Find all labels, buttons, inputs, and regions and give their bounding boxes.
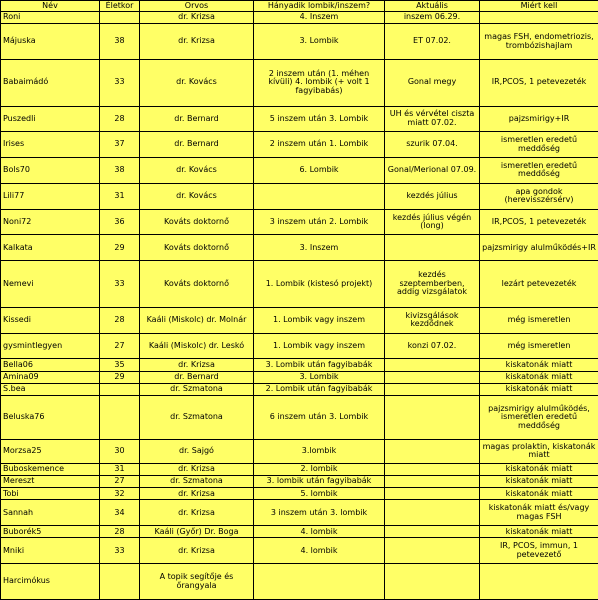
table-row <box>1 261 598 308</box>
name-cell: Nemevi <box>1 261 100 308</box>
reason-cell: apa gondok (herevisszérsérv) <box>480 183 598 209</box>
reason-cell: IR,PCOS, 1 petevezeték <box>480 209 598 235</box>
doctor-cell: dr. Krizsa <box>140 538 254 564</box>
name-cell: Roni <box>1 12 100 24</box>
current-status-cell <box>385 488 480 500</box>
reason-cell: ismeretlen eredetű meddőség <box>480 158 598 184</box>
attempt-cell <box>254 564 385 600</box>
column-header-nev: Név <box>1 1 100 12</box>
reason-cell: kiskatonák miatt <box>480 359 598 371</box>
name-cell: Bella06 <box>1 359 100 371</box>
age-cell: 35 <box>100 359 140 371</box>
current-status-cell: inszem 06.29. <box>385 12 480 24</box>
table-row <box>1 158 598 184</box>
attempt-cell: 3. Inszem <box>254 235 385 261</box>
attempt-cell: 4. lombik <box>254 526 385 538</box>
table-row <box>1 500 598 526</box>
current-status-cell <box>385 463 480 475</box>
doctor-cell: Kaáli (Győr) Dr. Boga <box>140 526 254 538</box>
column-header-eletkor: Életkor <box>100 1 140 12</box>
header-row <box>1 1 598 12</box>
current-status-cell <box>385 526 480 538</box>
name-cell: Májuska <box>1 24 100 60</box>
table-row <box>1 475 598 487</box>
reason-cell: kiskatonák miatt <box>480 488 598 500</box>
age-cell: 33 <box>100 59 140 106</box>
age-cell <box>100 383 140 395</box>
table-row <box>1 396 598 440</box>
attempt-cell: 3. Lombik <box>254 24 385 60</box>
age-cell: 30 <box>100 440 140 463</box>
name-cell: Mereszt <box>1 475 100 487</box>
current-status-cell: szurik 07.04. <box>385 132 480 158</box>
doctor-cell: dr. Krizsa <box>140 500 254 526</box>
age-cell <box>100 396 140 440</box>
table-row <box>1 440 598 463</box>
reason-cell: kiskatonák miatt <box>480 371 598 383</box>
reason-cell: magas prolaktin, kiskatonák miatt <box>480 440 598 463</box>
reason-cell: lezárt petevezeték <box>480 261 598 308</box>
doctor-cell: dr. Krizsa <box>140 488 254 500</box>
age-cell: 34 <box>100 500 140 526</box>
age-cell: 28 <box>100 307 140 333</box>
name-cell: Irises <box>1 132 100 158</box>
attempt-cell: 1. Lombik vagy inszem <box>254 333 385 359</box>
reason-cell: IR, PCOS, immun, 1 petevezető <box>480 538 598 564</box>
reason-cell: kiskatonák miatt <box>480 475 598 487</box>
age-cell: 33 <box>100 261 140 308</box>
age-cell <box>100 12 140 24</box>
doctor-cell: dr. Bernard <box>140 106 254 132</box>
table-row <box>1 526 598 538</box>
table-row <box>1 463 598 475</box>
age-cell: 38 <box>100 24 140 60</box>
current-status-cell <box>385 359 480 371</box>
doctor-cell: dr. Kovács <box>140 59 254 106</box>
doctor-cell: Kaáli (Miskolc) dr. Leskó <box>140 333 254 359</box>
doctor-cell: dr. Sajgó <box>140 440 254 463</box>
reason-cell: még ismeretlen <box>480 333 598 359</box>
table-row <box>1 12 598 24</box>
name-cell: Noni72 <box>1 209 100 235</box>
attempt-cell: 1. Lombik vagy inszem <box>254 307 385 333</box>
table-row <box>1 106 598 132</box>
table-row <box>1 307 598 333</box>
attempt-cell <box>254 183 385 209</box>
table-row <box>1 359 598 371</box>
table-body <box>1 12 598 600</box>
age-cell: 29 <box>100 371 140 383</box>
name-cell: Buboskemence <box>1 463 100 475</box>
reason-cell: ismeretlen eredetű meddőség <box>480 132 598 158</box>
attempt-cell: 2 inszem után 1. Lombik <box>254 132 385 158</box>
age-cell: 37 <box>100 132 140 158</box>
doctor-cell: dr. Krizsa <box>140 12 254 24</box>
current-status-cell: Gonal/Merional 07.09. <box>385 158 480 184</box>
table-row <box>1 333 598 359</box>
table-row <box>1 59 598 106</box>
current-status-cell: kivizsgálások kezdődnek <box>385 307 480 333</box>
doctor-cell: Kováts doktornő <box>140 261 254 308</box>
attempt-cell: 6 inszem után 3. Lombik <box>254 396 385 440</box>
current-status-cell <box>385 440 480 463</box>
reason-cell: kiskatonák miatt <box>480 526 598 538</box>
age-cell: 28 <box>100 106 140 132</box>
current-status-cell <box>385 371 480 383</box>
name-cell: Mniki <box>1 538 100 564</box>
reason-cell: pajzsmirigy+IR <box>480 106 598 132</box>
doctor-cell: dr. Szmatona <box>140 475 254 487</box>
table-row <box>1 371 598 383</box>
name-cell: Beluska76 <box>1 396 100 440</box>
reason-cell: kiskatonák miatt <box>480 463 598 475</box>
column-header-orvos: Orvos <box>140 1 254 12</box>
name-cell: Harcimókus <box>1 564 100 600</box>
doctor-cell: dr. Szmatona <box>140 396 254 440</box>
column-header-hanyadik: Hányadik lombik/inszem? <box>254 1 385 12</box>
table-row <box>1 183 598 209</box>
current-status-cell <box>385 383 480 395</box>
attempt-cell: 5 inszem után 3. Lombik <box>254 106 385 132</box>
reason-cell: kiskatonák miatt <box>480 383 598 395</box>
attempt-cell: 4. Inszem <box>254 12 385 24</box>
age-cell: 29 <box>100 235 140 261</box>
age-cell: 36 <box>100 209 140 235</box>
attempt-cell: 3. Lombik után fagyibabák <box>254 359 385 371</box>
current-status-cell: Gonal megy <box>385 59 480 106</box>
name-cell: Babaimádó <box>1 59 100 106</box>
current-status-cell <box>385 500 480 526</box>
current-status-cell <box>385 396 480 440</box>
current-status-cell <box>385 564 480 600</box>
attempt-cell: 3 inszem után 3. lombik <box>254 500 385 526</box>
current-status-cell <box>385 235 480 261</box>
name-cell: Sannah <box>1 500 100 526</box>
attempt-cell: 3. lombik után fagyibabák <box>254 475 385 487</box>
table-row <box>1 564 598 600</box>
age-cell: 27 <box>100 333 140 359</box>
current-status-cell: konzi 07.02. <box>385 333 480 359</box>
reason-cell: magas FSH, endometriozis, trombózishajlam <box>480 24 598 60</box>
doctor-cell: dr. Kovács <box>140 183 254 209</box>
age-cell: 28 <box>100 526 140 538</box>
reason-cell <box>480 564 598 600</box>
reason-cell: pajzsmirigy alulműködés, ismeretlen eredetű meddőség <box>480 396 598 440</box>
attempt-cell: 3. Lombik <box>254 371 385 383</box>
name-cell: Bols70 <box>1 158 100 184</box>
attempt-cell: 3 inszem után 2. Lombik <box>254 209 385 235</box>
attempt-cell: 3.lombik <box>254 440 385 463</box>
current-status-cell: kezdés július <box>385 183 480 209</box>
reason-cell: még ismeretlen <box>480 307 598 333</box>
age-cell: 33 <box>100 538 140 564</box>
column-header-miert: Miért kell <box>480 1 598 12</box>
doctor-cell: Kováts doktornő <box>140 209 254 235</box>
current-status-cell: ET 07.02. <box>385 24 480 60</box>
name-cell: Tobi <box>1 488 100 500</box>
reason-cell <box>480 12 598 24</box>
doctor-cell: dr. Kovács <box>140 158 254 184</box>
current-status-cell: kezdés július végén (long) <box>385 209 480 235</box>
name-cell: gysmintlegyen <box>1 333 100 359</box>
current-status-cell <box>385 538 480 564</box>
doctor-cell: Kaáli (Miskolc) dr. Molnár <box>140 307 254 333</box>
age-cell: 31 <box>100 183 140 209</box>
doctor-cell: dr. Bernard <box>140 371 254 383</box>
doctor-cell: dr. Krizsa <box>140 463 254 475</box>
name-cell: Lili77 <box>1 183 100 209</box>
table-row <box>1 235 598 261</box>
attempt-cell: 2. Lombik után fagyibabák <box>254 383 385 395</box>
column-header-aktualis: Aktuális <box>385 1 480 12</box>
current-status-cell <box>385 475 480 487</box>
current-status-cell: kezdés szeptemberben, addig vizsgálatok <box>385 261 480 308</box>
name-cell: Puszedli <box>1 106 100 132</box>
name-cell: S.bea <box>1 383 100 395</box>
reason-cell: IR,PCOS, 1 petevezeték <box>480 59 598 106</box>
attempt-cell: 2 inszem után (1. méhen kívüli) 4. lombik (+ volt 1 fagyibabás) <box>254 59 385 106</box>
age-cell: 38 <box>100 158 140 184</box>
table-row <box>1 24 598 60</box>
reason-cell: pajzsmirigy alulműködés+IR <box>480 235 598 261</box>
name-cell: Kalkata <box>1 235 100 261</box>
table-row <box>1 209 598 235</box>
table-row <box>1 488 598 500</box>
age-cell <box>100 564 140 600</box>
name-cell: Kissedi <box>1 307 100 333</box>
attempt-cell: 5. lombik <box>254 488 385 500</box>
doctor-cell: dr. Bernard <box>140 132 254 158</box>
reason-cell: kiskatonák miatt és/vagy magas FSH <box>480 500 598 526</box>
attempt-cell: 1. Lombik (kistesó projekt) <box>254 261 385 308</box>
table-row <box>1 383 598 395</box>
attempt-cell: 4. lombik <box>254 538 385 564</box>
doctor-cell: dr. Krizsa <box>140 24 254 60</box>
age-cell: 32 <box>100 488 140 500</box>
age-cell: 27 <box>100 475 140 487</box>
doctor-cell: dr. Krizsa <box>140 359 254 371</box>
name-cell: Morzsa25 <box>1 440 100 463</box>
table-row <box>1 132 598 158</box>
attempt-cell: 2. lombik <box>254 463 385 475</box>
current-status-cell: UH és vérvétel ciszta miatt 07.02. <box>385 106 480 132</box>
name-cell: Amina09 <box>1 371 100 383</box>
doctor-cell: dr. Szmatona <box>140 383 254 395</box>
attempt-cell: 6. Lombik <box>254 158 385 184</box>
table-row <box>1 538 598 564</box>
doctor-cell: Kováts doktornő <box>140 235 254 261</box>
doctor-cell: A topik segítője és őrangyala <box>140 564 254 600</box>
age-cell: 31 <box>100 463 140 475</box>
name-cell: Buborék5 <box>1 526 100 538</box>
